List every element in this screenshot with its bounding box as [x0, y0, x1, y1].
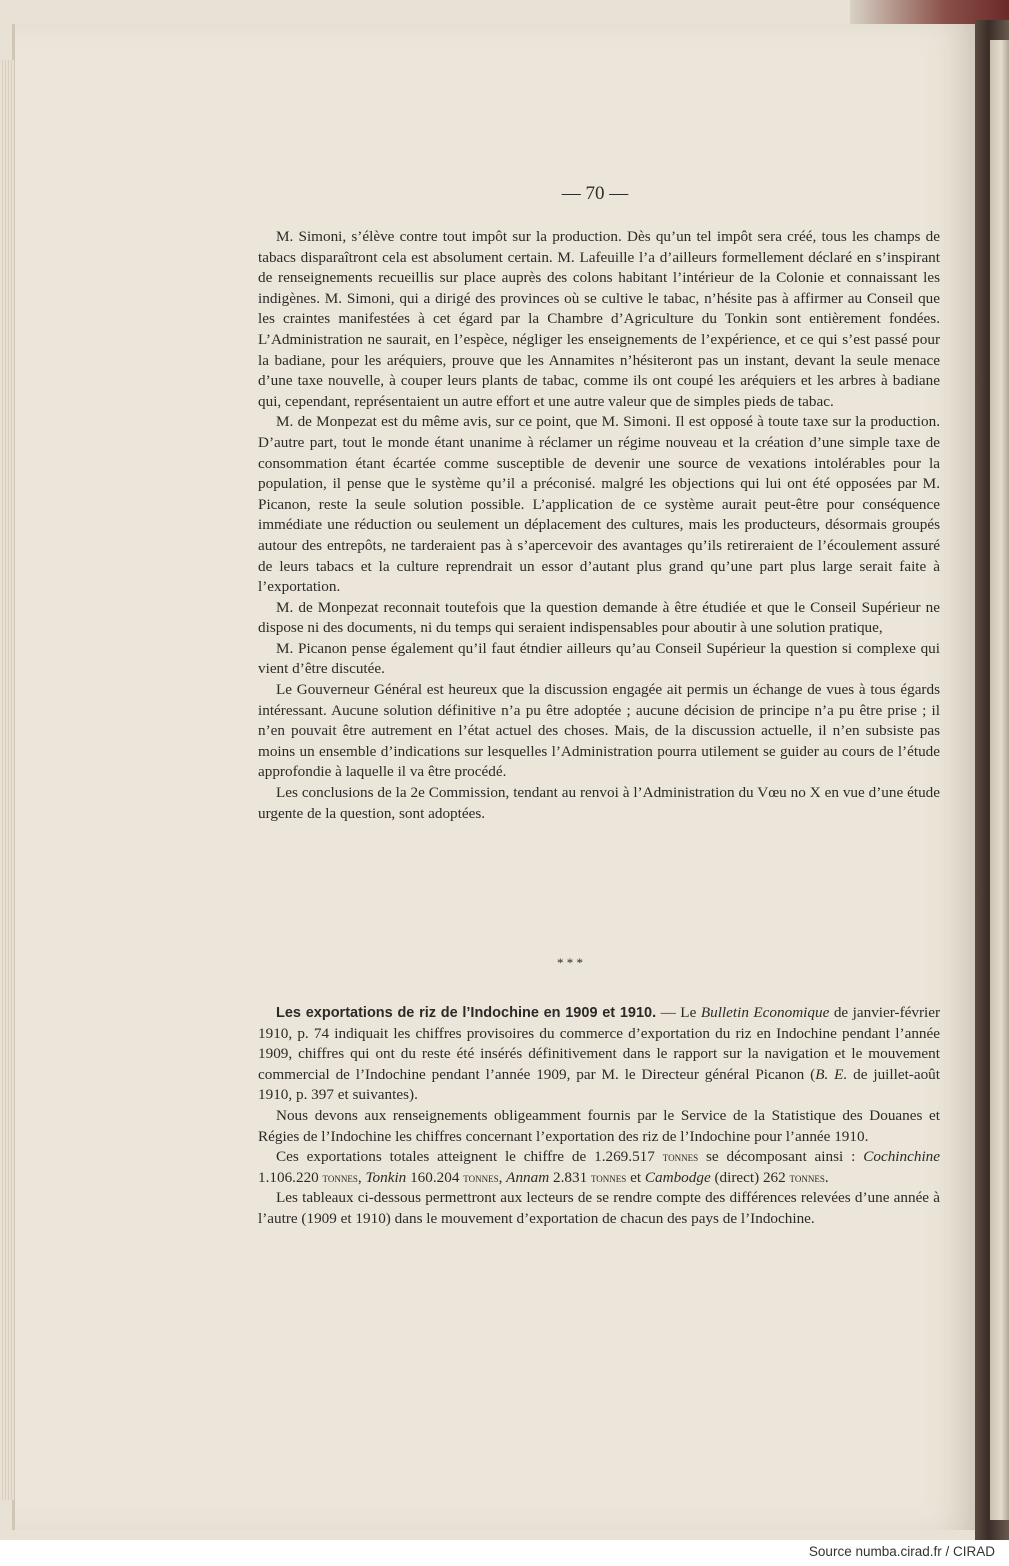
page-stack-edges — [2, 60, 14, 1500]
section-paragraph-4: Les tableaux ci-dessous permettront aux lecteurs de se rendre compte des différences relevées d’une année à l’autre (1909 et 1910) dans le mouvement d’exportation de chacun des pays de l’Indochine. — [258, 1189, 940, 1227]
p1-tail: de juillet-août 1910, p. 397 et suivantes). — [258, 1065, 940, 1104]
cambodge-value: (direct) 262 — [714, 1168, 786, 1186]
p1-body: de janvier-février 1910, p. 74 indiquait les chiffres provisoires du commerce d’exportation du riz en Indochine pendant l’année 1909, chiffres qui ont du reste été insérés définitivement dans le rapport sur la navigation et le mouvement commercial de l’Indochine pendant l’année 1909, par M. le Directeur général Picanon ( — [258, 1004, 941, 1083]
section-heading: Les exportations de riz de l’Indochine en 1909 et 1910. — [276, 1005, 657, 1021]
section-separator: * * * — [557, 955, 583, 970]
source-credit: Source numba.cirad.fr / CIRAD — [808, 1544, 995, 1559]
paragraph-conclusions: Les conclusions de la 2e Commission, tendant au renvoi à l’Administration du Vœu no X en vue d’une étude urgente de la question, sont adoptées. — [258, 784, 940, 822]
rice-exports-section — [258, 1003, 940, 1230]
p1-lead: — Le — [660, 1004, 697, 1021]
be-abbrev: B. E. — [815, 1065, 848, 1083]
tonkin-label: Tonkin — [365, 1168, 407, 1186]
paragraph-monpezat: M. de Monpezat est du même avis, sur ce point, que M. Simoni. Il est opposé à toute taxe sur la production. D’autre part, tout le monde étant unanime à réclamer un régime nouveau et la création d’une simple taxe de consommation étant écartée comme susceptible de devenir une source de vexations intolérables pour la population, il pense que le système qu’il a préconisé. malgré les objections qui lui ont été opposées par M. Picanon, reste la seule solution possible. L’application de ce système aurait peut-être pour conséquence immédiate une réduction ou seulement un déplacement des cultures, mais les producteurs, désormais groupés autour des entrepôts, ne tarderaient pas à s’apercevoir des avantages qu’ils retireraient de l’écoulement assuré de leurs tabacs et la culture reprendrait un essor d’autant plus grand qu’une part plus large serait faite à l’exportation. — [258, 413, 940, 596]
section-paragraph-2: Nous devons aux renseignements obligeamment fournis par le Service de la Statistique des Douanes et Régies de l’Indochine les chiffres concernant l’exportation des riz de l’Indochine pour l’année 1910. — [258, 1106, 940, 1145]
paragraph-monpezat-2: M. de Monpezat reconnait toutefois que la question demande à être étudiée et que le Conseil Supérieur ne dispose ni des documents, ni du temps qui seraient indispensables pour aboutir à une solution pratique, — [258, 598, 940, 637]
unit-cochinchine: tonnes — [322, 1169, 358, 1185]
section-paragraph-1 — [258, 1003, 940, 1106]
unit-tonkin: tonnes — [463, 1169, 499, 1185]
paragraph-picanon: M. Picanon pense également qu’il faut étndier ailleurs qu’au Conseil Supérieur la question si complexe qui vient d’être discutée. — [258, 639, 940, 678]
unit-cambodge: tonnes — [789, 1169, 825, 1185]
p3-lead: Ces exportations totales atteignent le chiffre de 1.269.517 — [276, 1148, 655, 1166]
cochinchine-value: 1.106.220 — [258, 1168, 319, 1186]
section-paragraph-3: Ces exportations totales atteignent le chiffre de 1.269.517 tonnes se décomposant ainsi : Cochinchine 1.106.220 tonnes, Tonkin 160.204 tonnes, Annam 2.831 tonnes et Cambodge (direct) 262 tonnes. — [258, 1148, 940, 1186]
cambodge-label: Cambodge — [644, 1168, 711, 1186]
conj-et: et — [630, 1168, 642, 1186]
bulletin-title: Bulletin Economique — [700, 1004, 830, 1021]
p3-decomp: se décomposant ainsi : — [705, 1148, 856, 1166]
page-number: — 70 — — [561, 183, 629, 204]
unit-annam: tonnes — [590, 1169, 627, 1185]
cochinchine-label: Cochinchine — [863, 1148, 940, 1166]
paragraph-gouverneur: Le Gouverneur Général est heureux que la discussion engagée ait permis un échange de vues à tous égards intéressant. Aucune solution définitive n’a pu être adoptée ; aucune décision de principe n’a pu être prise ; il n’en pouvait être autrement en l’état actuel des choses. Mais, de la discussion actuelle, il n’en subsiste pas moins un ensemble d’indications sur lesquelles l’Administration pourra utilement se guider au cours de l’étude approfondie à laquelle il va être procédé. — [258, 681, 940, 781]
annam-label: Annam — [506, 1168, 550, 1186]
next-page-edge — [990, 40, 1009, 1520]
tonkin-value: 160.204 — [410, 1168, 460, 1186]
unit-total: tonnes — [662, 1149, 699, 1165]
annam-value: 2.831 — [553, 1168, 588, 1186]
body-text — [258, 227, 940, 824]
paragraph-simoni: M. Simoni, s’élève contre tout impôt sur la production. Dès qu’un tel impôt sera créé, tous les champs de tabacs disparaîtront cela est absolument certain. M. Lafeuille l’a d’ailleurs formellement déclaré en s’inspirant de renseignements recueillis sur place auprès des colons habitant l’intérieur de la Colonie et connaissant les indigènes. M. Simoni, qui a dirigé des provinces où se cultive le tabac, n’hésite pas à affirmer au Conseil que les craintes manifestées à cet égard par la Chambre d’Agriculture du Tonkin sont entièrement fondées. L’Administration ne saurait, en l’espèce, négliger les enseignements de l’expérience, et ce qui s’est passé pour la badiane, pour les aréquiers, prouve que les Annamites n’hésiteront pas un instant, devant la seule menace d’une taxe nouvelle, à couper leurs plants de tabac, comme ils ont coupé les aréquiers et les arbres à badiane qui, cependant, représentaient un autre effort et une autre valeur que de simples pieds de tabac. — [258, 228, 940, 410]
